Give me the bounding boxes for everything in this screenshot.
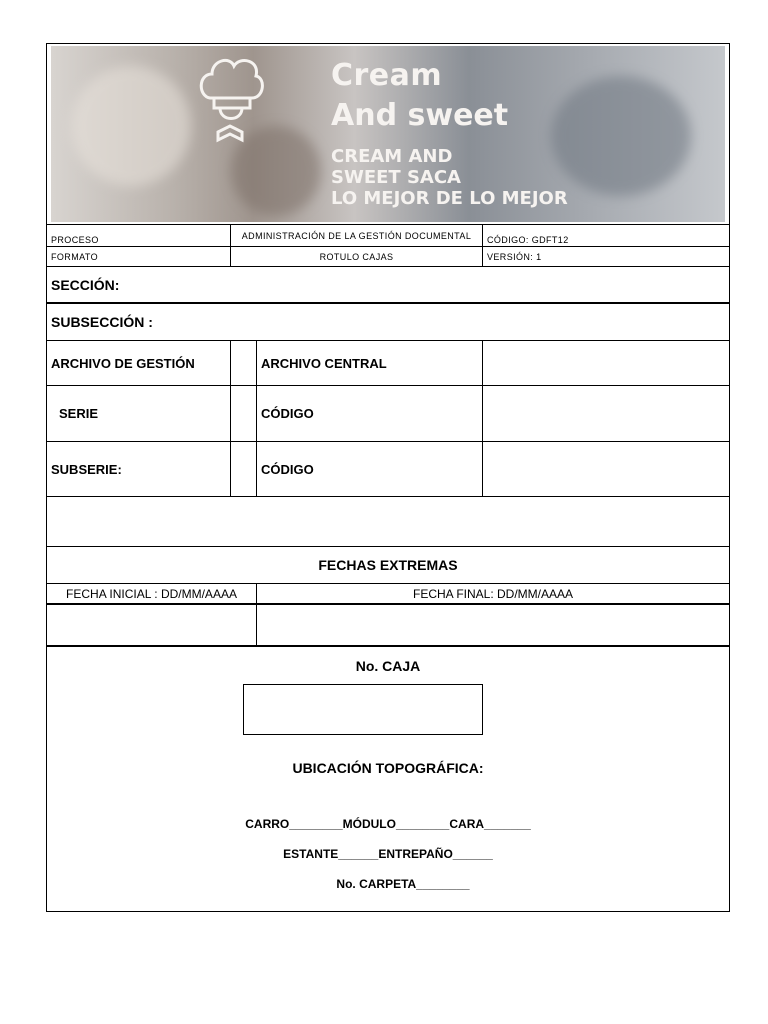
seccion-label: SECCIÓN: (51, 276, 120, 293)
serie-codigo-field[interactable] (482, 386, 729, 441)
subserie-codigo-label: CÓDIGO (256, 442, 482, 496)
formato-label: FORMATO (51, 251, 98, 262)
tagline-line2: SWEET SACA (331, 167, 461, 188)
archivo-central-field[interactable] (482, 341, 729, 385)
serie-codigo-label: CÓDIGO (256, 386, 482, 441)
ubicacion-line3: No. CARPETA________ (336, 877, 470, 891)
box-label-form (46, 43, 730, 912)
brand-name-line2: And sweet (331, 98, 509, 133)
fechas-title: FECHAS EXTREMAS (318, 557, 458, 573)
chef-hat-icon (196, 54, 266, 149)
archivo-gestion-label: ARCHIVO DE GESTIÓN (51, 355, 195, 371)
serie-field[interactable] (230, 386, 256, 441)
version-label: VERSIÓN: 1 (482, 247, 729, 266)
serie-row (47, 386, 729, 442)
ubicacion-line1: CARRO________MÓDULO________CARA_______ (245, 817, 531, 831)
ubicacion-line2: ESTANTE______ENTREPAÑO______ (283, 847, 493, 861)
seccion-row (47, 267, 729, 304)
fechas-title-row (47, 547, 729, 584)
serie-label: SERIE (59, 406, 99, 421)
subserie-label: SUBSERIE: (51, 461, 122, 477)
header-row-formato (47, 247, 729, 267)
archivo-central-label: ARCHIVO CENTRAL (256, 341, 482, 385)
tagline-line3: LO MEJOR DE LO MEJOR (331, 188, 568, 209)
fechas-labels-row (47, 584, 729, 604)
fecha-final-field[interactable] (256, 605, 729, 645)
fecha-final-label: FECHA FINAL: DD/MM/AAAA (256, 584, 729, 603)
subserie-row (47, 442, 729, 497)
tagline-line1: CREAM AND (331, 146, 453, 167)
archivo-row (47, 341, 729, 386)
blank-row[interactable] (47, 497, 729, 547)
subseccion-row (47, 304, 729, 341)
ubicacion-title: UBICACIÓN TOPOGRÁFICA: (292, 760, 484, 776)
caja-number-box[interactable] (243, 684, 483, 735)
subserie-field[interactable] (230, 442, 256, 496)
header-row-proceso (47, 224, 729, 247)
brand-name-line1: Cream (331, 58, 443, 93)
brand-banner (51, 46, 725, 222)
formato-value: ROTULO CAJAS (230, 247, 482, 266)
fecha-inicial-field[interactable] (47, 605, 256, 645)
fechas-values-row (47, 604, 729, 647)
archivo-gestion-check[interactable] (230, 341, 256, 385)
caja-title: No. CAJA (355, 658, 421, 674)
codigo-label: CÓDIGO: GDFT12 (482, 225, 729, 246)
subseccion-label: SUBSECCIÓN : (51, 314, 153, 330)
proceso-value: ADMINISTRACIÓN DE LA GESTIÓN DOCUMENTAL (230, 225, 482, 246)
fecha-inicial-label: FECHA INICIAL : DD/MM/AAAA (66, 586, 237, 601)
subserie-codigo-field[interactable] (482, 442, 729, 496)
caja-section (47, 647, 729, 911)
proceso-label: PROCESO (51, 235, 99, 245)
